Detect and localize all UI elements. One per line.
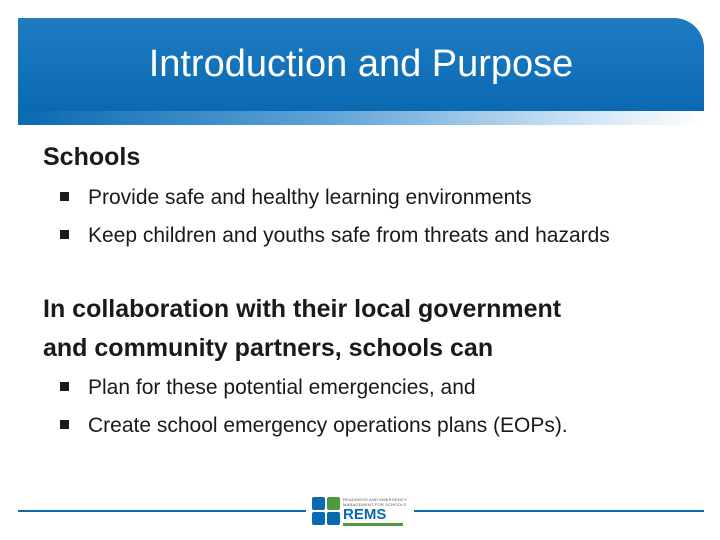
schools-bullet-list	[60, 179, 610, 255]
footer-line-left	[18, 510, 306, 512]
bullet-text: Plan for these potential emergencies, and	[88, 376, 476, 399]
bullet-item	[60, 179, 610, 217]
section-heading-collaboration-line1: In collaboration with their local government	[43, 295, 562, 323]
collaboration-bullet-list	[60, 369, 568, 445]
footer-line-right	[414, 510, 704, 512]
bullet-item	[60, 217, 610, 255]
logo-square-icon	[312, 497, 325, 510]
section-heading-schools: Schools	[43, 143, 141, 171]
slide-title: Introduction and Purpose	[148, 43, 574, 85]
title-banner	[18, 18, 704, 111]
section-heading-collaboration-line2: and community partners, schools can	[43, 334, 494, 362]
square-bullet-icon	[60, 192, 69, 201]
logo-square-icon	[327, 512, 340, 525]
bullet-text: Provide safe and healthy learning environments	[88, 186, 532, 209]
bullet-item	[60, 407, 568, 445]
logo-tagline: READINESS AND EMERGENCY MANAGEMENT FOR SCHOOLS	[343, 496, 407, 507]
logo-bar	[343, 523, 403, 526]
title-underline-gradient	[18, 111, 704, 125]
rems-logo	[312, 494, 408, 528]
logo-square-icon	[312, 512, 325, 525]
logo-icons-grid	[312, 497, 340, 525]
logo-square-icon	[327, 497, 340, 510]
logo-wordmark	[343, 497, 408, 526]
bullet-text: Keep children and youths safe from threats and hazards	[88, 224, 610, 247]
square-bullet-icon	[60, 382, 69, 391]
bullet-text: Create school emergency operations plans (EOPs).	[88, 414, 568, 437]
square-bullet-icon	[60, 230, 69, 239]
logo-text: REMS	[343, 505, 387, 523]
square-bullet-icon	[60, 420, 69, 429]
bullet-item	[60, 369, 568, 407]
